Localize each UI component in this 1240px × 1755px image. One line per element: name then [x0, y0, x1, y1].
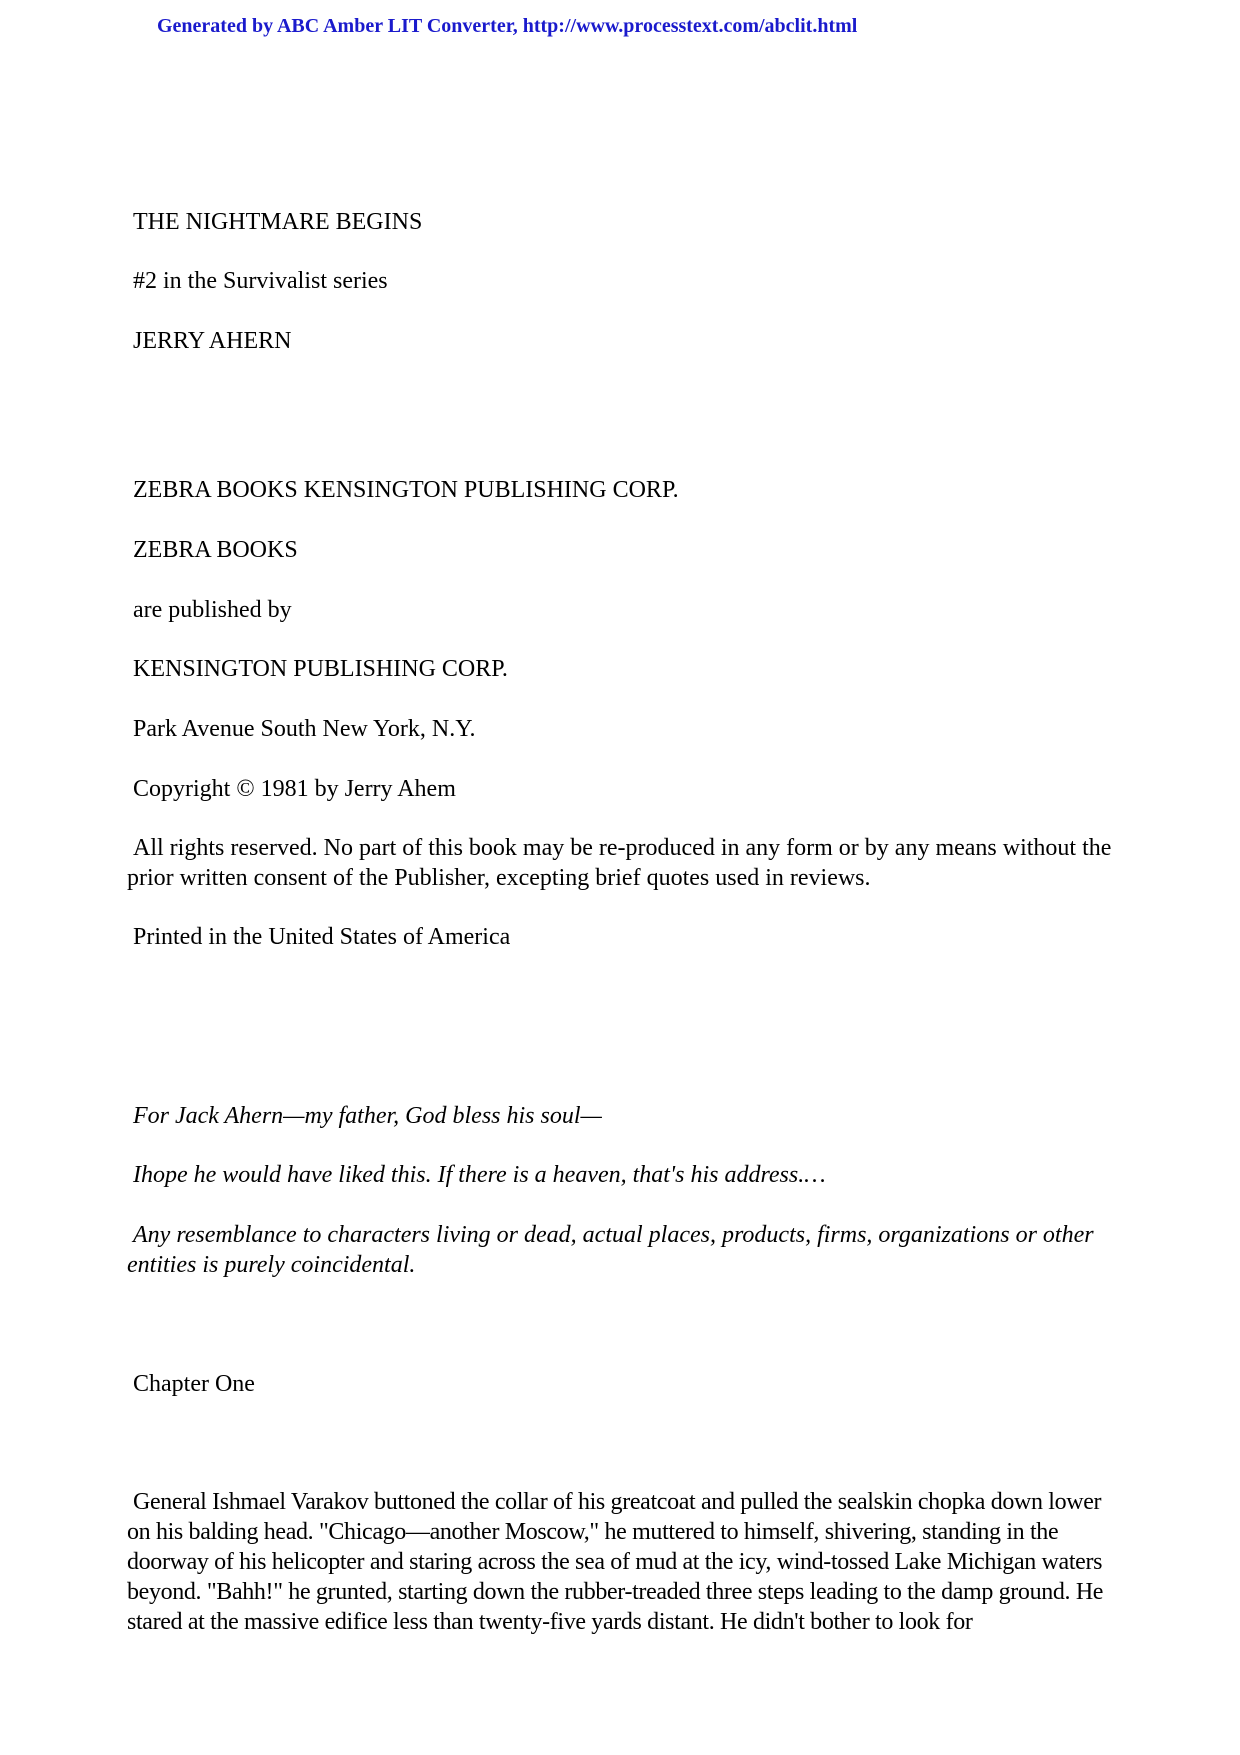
imprint-line: ZEBRA BOOKS KENSINGTON PUBLISHING CORP.	[133, 477, 679, 503]
chapter-heading: Chapter One	[133, 1371, 255, 1397]
publisher-address: Park Avenue South New York, N.Y.	[133, 716, 476, 742]
author-name: JERRY AHERN	[133, 328, 292, 354]
chapter-opening-paragraph: General Ishmael Varakov buttoned the collar of his greatcoat and pulled the sealskin chopka down lower on his balding head. "Chicago—another Moscow," he muttered to himself, shivering, standing in the doorway of his helicopter and staring across the sea of mud at the icy, wind-tossed Lake Michigan waters beyond. "Bahh!" he grunted, starting down the rubber-treaded three steps leading to the damp ground. He stared at the massive edifice less than twenty-five yards distant. He didn't bother to look for	[127, 1489, 1104, 1635]
rights-paragraph: All rights reserved. No part of this book may be re-produced in any form or by any means without the prior written consent of the Publisher, excepting brief quotes used in reviews.	[127, 835, 1112, 891]
copyright-line: Copyright © 1981 by Jerry Ahem	[133, 776, 456, 802]
printed-line: Printed in the United States of America	[133, 924, 511, 950]
converter-header: Generated by ABC Amber LIT Converter, http://www.processtext.com/abclit.html	[157, 15, 858, 37]
series-line: #2 in the Survivalist series	[133, 268, 388, 294]
publisher-name: KENSINGTON PUBLISHING CORP.	[133, 656, 508, 682]
disclaimer-paragraph: Any resemblance to characters living or dead, actual places, products, firms, organizations or other entities is purely coincidental.	[127, 1222, 1094, 1278]
published-by-line: are published by	[133, 597, 292, 623]
dedication-line-2: Ihope he would have liked this. If there is a heaven, that's his address.…	[133, 1162, 826, 1188]
imprint-name: ZEBRA BOOKS	[133, 537, 298, 563]
dedication-line-1: For Jack Ahern—my father, God bless his soul—	[133, 1103, 602, 1129]
book-title: THE NIGHTMARE BEGINS	[133, 209, 423, 235]
